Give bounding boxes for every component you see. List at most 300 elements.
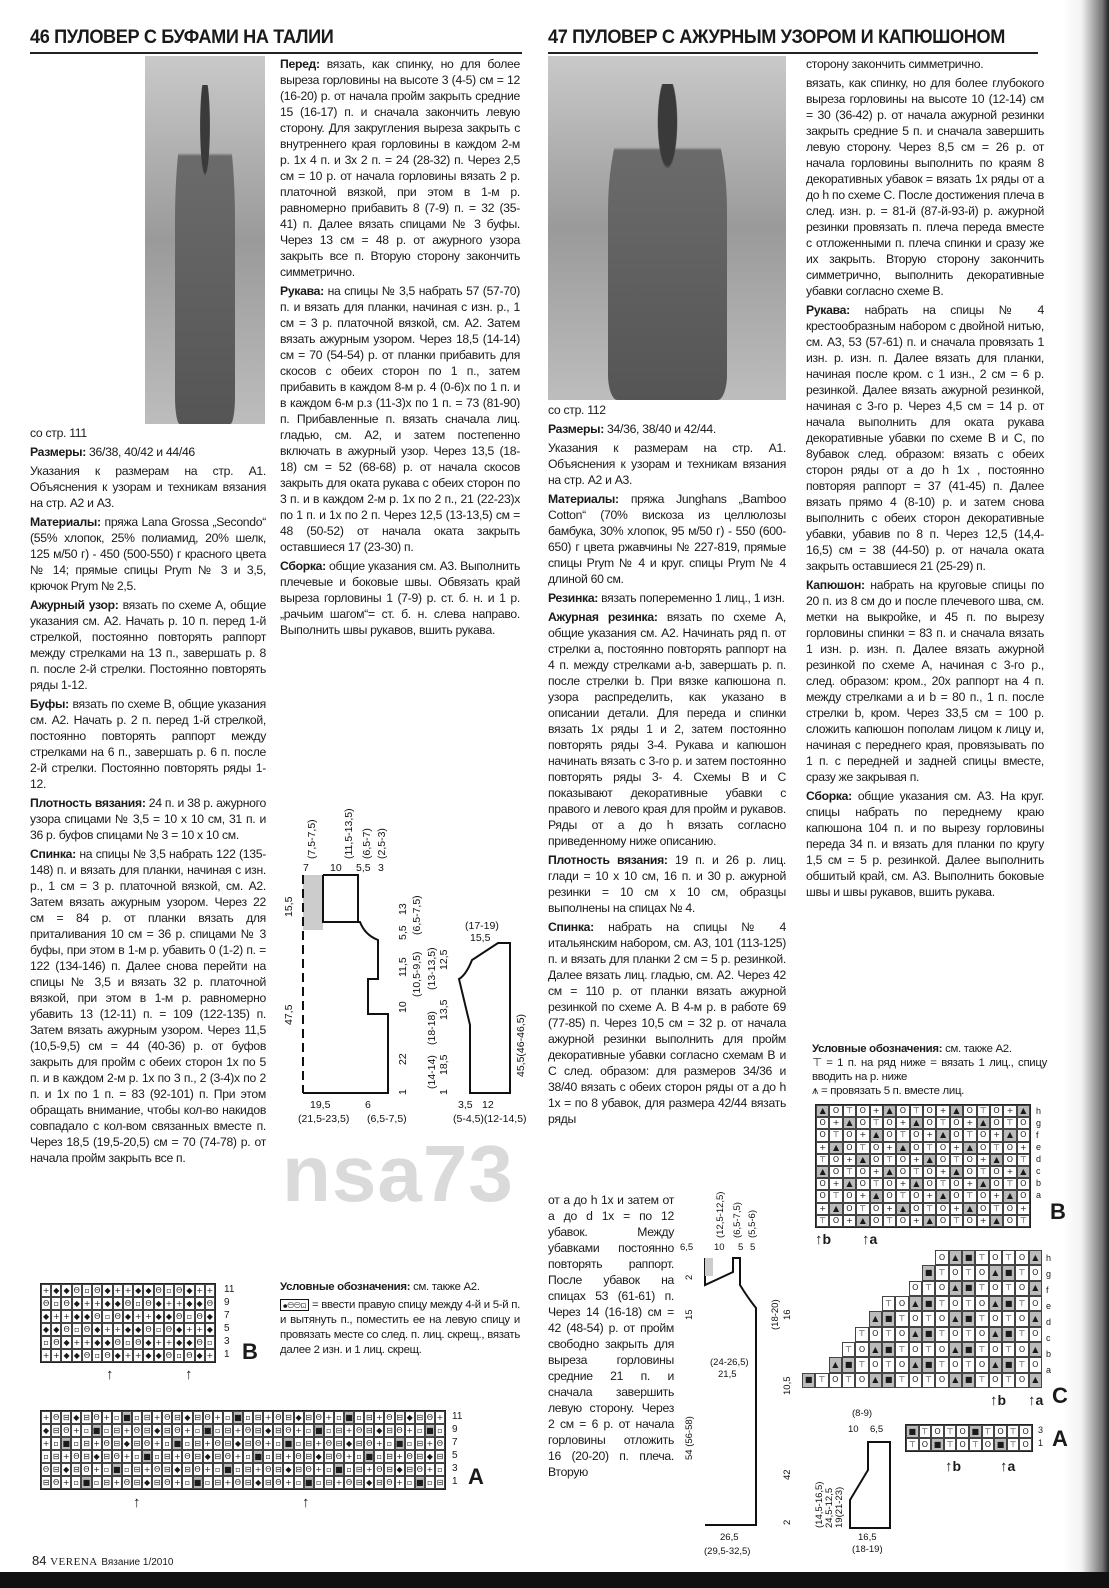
chart-cell: Θ [415, 1463, 425, 1476]
chart-cell: ◆ [182, 1411, 192, 1424]
chart-cell: ⊟ [132, 1463, 142, 1476]
chart-cell: Ο [895, 1357, 908, 1372]
chart-cell: ▲ [870, 1190, 883, 1202]
chart-cell: Ο [956, 1425, 969, 1438]
chart-cell: ■ [81, 1476, 91, 1489]
chart-cell: ⊤ [1015, 1327, 1028, 1342]
chart-cell: Ο [1017, 1178, 1030, 1190]
chart-cell: Ο [989, 1250, 1002, 1265]
row-label: e [1036, 1142, 1042, 1152]
chart-cell: Θ [51, 1476, 61, 1489]
chart-cell: ⊤ [895, 1342, 908, 1357]
page-number: 84 [32, 1553, 47, 1568]
chart-cell: ▲ [816, 1105, 829, 1117]
row-label: e [1046, 1301, 1052, 1311]
measurement-label: 6,5 [870, 1424, 884, 1435]
chart-cell: ⊟ [324, 1476, 334, 1489]
chart-cell: ◆ [72, 1310, 82, 1323]
arrow-b-icon: ↑b [945, 1458, 962, 1475]
chart-cell: ⊟ [415, 1411, 425, 1424]
chart-cell: ■ [882, 1342, 895, 1357]
chart-cell: Ο [975, 1296, 988, 1311]
chart-cell: Ο [1029, 1265, 1042, 1280]
chart-cell: Ο [843, 1142, 856, 1154]
chart-cell: Ο [935, 1281, 948, 1296]
chart-cell: ◆ [51, 1284, 61, 1297]
chart-cell [855, 1250, 868, 1265]
chart-cell: ⊟ [354, 1476, 364, 1489]
chart-cell: ⊟ [334, 1424, 344, 1437]
chart-cell: + [143, 1310, 153, 1323]
chart-cell: ■ [969, 1425, 982, 1438]
row-label: 3 [224, 1336, 230, 1347]
chart-cell: + [164, 1297, 174, 1310]
chart-cell: + [344, 1424, 354, 1437]
chart-cell [815, 1357, 828, 1372]
chart-cell: ■ [112, 1463, 122, 1476]
chart-cell: ▲ [1029, 1373, 1042, 1388]
chart-cell: Ο [829, 1215, 842, 1227]
chart-cell: ▫ [132, 1411, 142, 1424]
chart-c-47 [802, 1250, 1042, 1388]
measurement-label: 26,5 [720, 1532, 739, 1543]
chart-cell: ▲ [1003, 1129, 1016, 1141]
measurement-label: (5,5-6) [747, 1210, 758, 1238]
chart-cell: ▫ [102, 1463, 112, 1476]
chart-cell: + [195, 1284, 205, 1297]
chart-cell: ⊟ [415, 1450, 425, 1463]
chart-cell: ⊤ [975, 1373, 988, 1388]
chart-cell [895, 1281, 908, 1296]
chart-cell: Ο [843, 1129, 856, 1141]
chart-cell: ◆ [143, 1284, 153, 1297]
chart-cell: + [374, 1411, 384, 1424]
row-label: 11 [452, 1411, 463, 1422]
slip-below-symbol-icon: ⊤ [812, 1057, 822, 1069]
measurement-label: 42 [782, 1469, 793, 1480]
chart-cell: ⊤ [843, 1166, 856, 1178]
instruction-paragraph [30, 463, 266, 511]
chart-cell: Ο [910, 1190, 923, 1202]
chart-cell: ⊤ [1002, 1250, 1015, 1265]
chart-cell: Ο [909, 1311, 922, 1326]
chart-cell: ▲ [896, 1142, 909, 1154]
chart-cell: + [314, 1437, 324, 1450]
chart-cell: ⊤ [969, 1438, 982, 1451]
chart-cell: Ο [975, 1357, 988, 1372]
measurement-label: 19(21-23) [834, 1486, 845, 1528]
chart-cell [829, 1311, 842, 1326]
chart-cell: ■ [922, 1296, 935, 1311]
measurement-label: 6 [365, 1099, 371, 1111]
chart-cell: ■ [962, 1250, 975, 1265]
chart-cell: ◆ [113, 1349, 123, 1362]
chart-cell: Ο [1015, 1281, 1028, 1296]
chart-cell: Θ [41, 1463, 51, 1476]
column-2 [280, 56, 520, 641]
measurement-label: (12,5-12,5) [715, 1191, 726, 1238]
chart-cell: ■ [922, 1265, 935, 1280]
row-label: h [1046, 1253, 1052, 1263]
chart-cell: ▲ [1029, 1250, 1042, 1265]
paragraph-text: вязать по схеме A, общие указания см. A2. Начинать ряд п. от стрелки a, постоянно повторять раппорт на 4 п. между стрелками a-b, завершать р. п. после стрелки b. При вязке капюшона п. узора распределить, как указано в описании детали. Для переда и спинки вязать 1х ряды 1 и 2, затем постоянно повторять ряды 3-4. Рукава и капюшон начинать вязать с 3-го р. и затем постоянно повторять ряды 3- 4. Схемы B и C показывают декоративные убавки с правого и левого края для пройм и рукавов. Ряды от a до h вязать согласно приведенному ниже описанию. [548, 610, 786, 848]
measurement-label: (10,5-9,5) [411, 951, 423, 997]
chart-cell [855, 1265, 868, 1280]
chart-cell: + [870, 1166, 883, 1178]
chart-cell: ▫ [334, 1411, 344, 1424]
chart-cell: ⊤ [856, 1142, 869, 1154]
chart-cell: Θ [162, 1411, 172, 1424]
chart-cell: + [263, 1437, 273, 1450]
chart-cell: ▲ [989, 1265, 1002, 1280]
chart-cell: ◆ [41, 1323, 51, 1336]
chart-cell: ▲ [1029, 1281, 1042, 1296]
chart-cell: Θ [263, 1463, 273, 1476]
chart-cell: Ο [931, 1425, 944, 1438]
measurement-label: 22 [397, 1053, 409, 1065]
chart-cell: ■ [253, 1450, 263, 1463]
chart-cell [815, 1281, 828, 1296]
chart-cell: + [205, 1349, 215, 1362]
paragraph-text: пряжа Junghans „Bamboo Cotton“ (70% вискоза из целлюлозы бамбука, 30% хлопок, 95 м/50 г) - 550 (600-650) г цвета ржавчины № 227-819, прямые спицы Prym № 4 и круг. спицы Prym № 4 длиной 60 см. [548, 492, 786, 586]
paragraph-label: Размеры: [30, 445, 86, 459]
chart-cell: + [816, 1203, 829, 1215]
chart-cell: Θ [253, 1437, 263, 1450]
chart-cell: Θ [334, 1450, 344, 1463]
chart-cell: ⊤ [1007, 1425, 1020, 1438]
chart-cell [802, 1311, 815, 1326]
arrow-label: b [952, 1458, 962, 1474]
chart-cell: ▫ [205, 1336, 215, 1349]
paragraph-text: вязать по схеме A, общие указания см. A2. Начать р. 10 п. перед 1-й стрелкой, постоянно повторять раппорт между стрелками на 13 п., завершать р. 8 п. после 2-й стрелки. Постоянно повторять ряды 1-12. [30, 598, 266, 692]
chart-cell: ⊤ [982, 1425, 995, 1438]
legend-47 [812, 1042, 1047, 1098]
chart-cell: Θ [82, 1323, 92, 1336]
measurement-label: (6,5-7,5) [732, 1202, 743, 1238]
instruction-paragraph [280, 558, 520, 638]
chart-cell: Ο [975, 1327, 988, 1342]
instruction-paragraph [280, 283, 520, 555]
chart-cell: Ο [883, 1178, 896, 1190]
chart-cell: ◆ [61, 1349, 71, 1362]
measurement-label: (6,5-7,5) [367, 1113, 407, 1125]
chart-a-47 [815, 1104, 1031, 1228]
chart-cell: + [344, 1450, 354, 1463]
sleeve-schematic-47 [810, 1400, 904, 1555]
footer [32, 1553, 173, 1568]
measurement-label: 3,5 [458, 1099, 473, 1111]
instruction-paragraph [806, 577, 1044, 785]
chart-cell: + [102, 1323, 112, 1336]
measurement-label: 10,5 [782, 1376, 793, 1395]
row-label: 9 [452, 1424, 458, 1435]
paragraph-label: Ажурный узор: [30, 598, 119, 612]
chart-cell: ■ [425, 1424, 435, 1437]
chart-cell: ⊤ [922, 1281, 935, 1296]
paragraph-label: Плотность вязания: [548, 853, 668, 867]
chart-cell: + [923, 1129, 936, 1141]
chart-cell: ◆ [195, 1349, 205, 1362]
paragraph-text: Указания к размерам на стр. A1. Объяснения к узорам и техникам вязания на стр. A2 и A3. [548, 441, 786, 487]
legend-item-text: = 1 п. на ряд ниже = вязать 1 лиц., спицу вводить на р. ниже [812, 1057, 1047, 1083]
instruction-paragraph [548, 491, 786, 587]
chart-cell: ▫ [273, 1437, 283, 1450]
chart-cell: ◆ [203, 1450, 213, 1463]
chart-cell: ▲ [950, 1105, 963, 1117]
chart-cell: ⊤ [895, 1311, 908, 1326]
chart-cell: + [182, 1424, 192, 1437]
chart-cell: ⊤ [910, 1166, 923, 1178]
chart-cell [882, 1265, 895, 1280]
chart-cell: Θ [205, 1297, 215, 1310]
chart-cell: ⊤ [895, 1373, 908, 1388]
chart-cell: ▫ [243, 1450, 253, 1463]
legend-symbol-text: = ввести правую спицу между 4-й и 5-й п. и вытянуть п., поместить ее на левую спицу и провязать месте со след. п. лиц. скрещ., вязать далее 2 изн. и 1 лиц. скрещ. [280, 1299, 520, 1356]
chart-cell: + [910, 1154, 923, 1166]
paragraph-text: набрать на спицы № 4 крестообразным набором с двойной нитью, см. A3, 53 (57-61) п. и сначала провязать 1 изн. р. изн. п. Далее вязать для планки, начиная после кром. с 1 изн., 2 см = 6 р. резинкой. Далее вязать ажурной резинкой, начиная с 3-го р. Через 4,5 см = 14 р. от начала выполнить для оката рукава декоративные убавки по схеме B и C, по 8убавок след. образом: вязать с обеих сторон ряды от a до h 1х , постоянно повторяя раппорт = 37 (41-45) п. Далее вязать прямо 4 (8-10) р. и затем снова выполнить с обеих сторон декоративные убавки, убавив по 8 п. Через 12,5 (14,4-16,5) см = 38 (44-50) р. от начала оката закрыть оставшиеся 21 (25-29) п. [806, 303, 1044, 573]
chart-cell: Ο [923, 1166, 936, 1178]
chart-cell: ■ [882, 1311, 895, 1326]
chart-cell: ⊤ [936, 1178, 949, 1190]
chart-cell: ▲ [977, 1117, 990, 1129]
chart-cell: ▫ [213, 1424, 223, 1437]
paragraph-label: Спинка: [30, 847, 76, 861]
chart-cell: ⊟ [263, 1476, 273, 1489]
chart-cell: + [910, 1215, 923, 1227]
chart-cell: ▲ [1017, 1166, 1030, 1178]
chart-cell: + [172, 1476, 182, 1489]
chart-cell: ⊟ [162, 1450, 172, 1463]
chart-cell: + [122, 1424, 132, 1437]
chart-cell: ⊤ [950, 1154, 963, 1166]
chart-cell: Θ [314, 1411, 324, 1424]
chart-cell: Ο [936, 1215, 949, 1227]
chart-cell: Ο [1015, 1373, 1028, 1388]
chart-cell: ■ [304, 1476, 314, 1489]
measurement-label: (7,5-7,5) [306, 819, 318, 859]
chart-cell: ⊟ [384, 1450, 394, 1463]
chart-cell: Ο [990, 1117, 1003, 1129]
paragraph-text: вязать попеременно 1 лиц., 1 изн. [598, 591, 785, 605]
chart-cell: Ο [870, 1154, 883, 1166]
chart-cell: ⊟ [132, 1476, 142, 1489]
chart-cell: Θ [133, 1336, 143, 1349]
chart-cell [842, 1281, 855, 1296]
chart-cell: ⊤ [975, 1311, 988, 1326]
chart-cell: Θ [395, 1424, 405, 1437]
chart-cell: + [203, 1463, 213, 1476]
chart-cell: ▲ [856, 1154, 869, 1166]
column-3-continued [548, 1192, 674, 1483]
chart-cell: Ο [1015, 1342, 1028, 1357]
schematic-47 [678, 1180, 804, 1560]
chart-cell: Ο [975, 1265, 988, 1280]
chart-cell: Θ [384, 1476, 394, 1489]
chart-cell: ⊤ [922, 1342, 935, 1357]
chart-cell: Ο [963, 1215, 976, 1227]
chart-cell: Θ [195, 1310, 205, 1323]
chart-cell: Ο [989, 1281, 1002, 1296]
paragraph-label: Плотность вязания: [30, 796, 146, 810]
chart-cell: Θ [233, 1476, 243, 1489]
chart-cell: Ο [977, 1203, 990, 1215]
legend-title-rest: см. также A2. [410, 1281, 480, 1293]
measurement-label: 2 [782, 1519, 793, 1525]
chart-cell: ◆ [61, 1336, 71, 1349]
chart-cell: Θ [184, 1349, 194, 1362]
chart-cell: ⊟ [213, 1450, 223, 1463]
chart-cell: ▫ [304, 1424, 314, 1437]
chart-cell: + [154, 1336, 164, 1349]
chart-cell: + [92, 1437, 102, 1450]
chart-cell: + [133, 1310, 143, 1323]
chart-row-letters [1046, 1250, 1051, 1378]
chart-cell: + [829, 1117, 842, 1129]
chart-cell: ■ [203, 1424, 213, 1437]
chart-cell: + [223, 1476, 233, 1489]
chart-cell: ⊤ [1003, 1178, 1016, 1190]
chart-cell: ⊟ [304, 1437, 314, 1450]
chart-cell: ▫ [384, 1437, 394, 1450]
chart-cell: Ο [977, 1129, 990, 1141]
chart-cell: ◆ [41, 1424, 51, 1437]
paragraph-text: вязать, как спинку, но для более глубокого выреза горловины на высоте 10 (12-14) см = 30 (36-42) р. от начала ажурной резинки закрыть средние 5 п. и сначала завершить левую сторону. Через 8,5 см = 26 р. от начала горловины выполнить по краям 8 декоративных убавок = вязать 1х ряды от a до h по схеме C. После достижения плеча в след. изн. р. = 81-й (87-й-93-й) р. ажурной резинки провязать п. плеча переда вместе с отложенными п. плеча спинки и сразу же их закрыть. Вторую сторону закончить симметрично, выполнить декоративные убавки согласно схеме B. [806, 76, 1044, 298]
paragraph-text: сторону закончить симметрично. [806, 57, 984, 71]
chart-cell: ▲ [909, 1327, 922, 1342]
chart-cell: ⊤ [1003, 1117, 1016, 1129]
chart-cell: Θ [425, 1411, 435, 1424]
chart-cell: ⊟ [243, 1463, 253, 1476]
measurement-label: 5,5 [397, 925, 409, 940]
chart-cell: ⊤ [856, 1203, 869, 1215]
chart-cell: ⊤ [950, 1215, 963, 1227]
chart-cell: ▫ [233, 1463, 243, 1476]
chart-cell: + [936, 1105, 949, 1117]
chart-cell: Ο [1017, 1129, 1030, 1141]
chart-cell: Ο [909, 1373, 922, 1388]
page-binding-edge [1063, 0, 1109, 1588]
chart-cell: ■ [1002, 1265, 1015, 1280]
instruction-paragraph [30, 597, 266, 693]
chart-cell: ⊤ [883, 1215, 896, 1227]
chart-cell: ⊤ [963, 1190, 976, 1202]
chart-cell [882, 1250, 895, 1265]
chart-cell: ▫ [81, 1424, 91, 1437]
chart-row-numbers [1038, 1424, 1043, 1450]
measurement-label: 1 [438, 1089, 450, 1095]
chart-cell: ⊤ [842, 1373, 855, 1388]
measurement-label: 15 [684, 1309, 695, 1320]
paragraph-label: Сборка: [280, 559, 326, 573]
chart-cell: ⊟ [51, 1424, 61, 1437]
chart-cell: ⊟ [112, 1437, 122, 1450]
chart-a-label: A [468, 1464, 484, 1489]
measurement-label: (17-19) [465, 920, 499, 932]
chart-cell: Ο [989, 1373, 1002, 1388]
chart-cell: Ο [909, 1281, 922, 1296]
chart-cell: ◆ [71, 1411, 81, 1424]
chart-cell: + [71, 1424, 81, 1437]
chart-cell: + [253, 1463, 263, 1476]
scan-edge [0, 1572, 1109, 1588]
chart-cell: + [374, 1437, 384, 1450]
chart-cell: Θ [162, 1476, 172, 1489]
instruction-paragraph [548, 919, 786, 1127]
instruction-paragraph [806, 788, 1044, 900]
chart-cell: Ο [936, 1154, 949, 1166]
chart-cell [802, 1327, 815, 1342]
chart-cell: ◆ [123, 1323, 133, 1336]
chart-cell: ⊟ [364, 1411, 374, 1424]
chart-cell: Ο [829, 1105, 842, 1117]
chart-cell: ▫ [294, 1476, 304, 1489]
chart-cell: ▲ [949, 1311, 962, 1326]
chart-cell: Ο [1019, 1438, 1032, 1451]
measurement-label: 12,5 [438, 949, 450, 970]
chart-cell: ◆ [425, 1450, 435, 1463]
chart-cell: Ο [869, 1327, 882, 1342]
chart-cell: Ο [910, 1142, 923, 1154]
chart-cell: ▫ [435, 1424, 445, 1437]
chart-cell: ⊟ [374, 1476, 384, 1489]
chart-cell: ▫ [92, 1349, 102, 1362]
chart-cell: + [843, 1215, 856, 1227]
chart-cell [842, 1311, 855, 1326]
chart-cell: ⊤ [896, 1190, 909, 1202]
chart-cell: + [41, 1284, 51, 1297]
chart-cell: Θ [92, 1411, 102, 1424]
paragraph-text: Указания к размерам на стр. A1. Объяснения к узорам и техникам вязания на стр. A2 и A3. [30, 464, 266, 510]
chart-cell: ▫ [132, 1450, 142, 1463]
chart-cell: + [870, 1105, 883, 1117]
chart-cell: ▫ [82, 1284, 92, 1297]
model-photo-46 [145, 56, 265, 424]
instruction-paragraph [548, 440, 786, 488]
chart-cell: ⊟ [435, 1476, 445, 1489]
chart-cell: ⊟ [51, 1450, 61, 1463]
chart-cell: ⊟ [273, 1450, 283, 1463]
chart-cell: ⊤ [922, 1311, 935, 1326]
chart-cell: ◆ [51, 1323, 61, 1336]
chart-cell: + [963, 1117, 976, 1129]
back-instructions-continued: от a до h 1х и затем от a до d 1х = по 12 убавок. Между убавками постоянно повторять раппорт. После убавок на спицах 53 (61-61) п. Через 14 (16-18) см = 42 (48-54) р. от пройм свободно закрыть для выреза горловины средние 21 п. и сначала завершить левую сторону. Через 2 см = 6 р. от начала горловины отложить 16 (20-20) п. плеча. Вторую [548, 1193, 674, 1479]
chart-cell: ■ [1002, 1327, 1015, 1342]
measurement-label: 47,5 [283, 1004, 295, 1025]
chart-cell: ▫ [51, 1297, 61, 1310]
chart-cell: ⊟ [243, 1437, 253, 1450]
chart-cell: + [425, 1463, 435, 1476]
chart-cell: Ο [856, 1166, 869, 1178]
chart-cell: Ο [909, 1342, 922, 1357]
chart-cell [922, 1250, 935, 1265]
chart-cell: ⊟ [71, 1463, 81, 1476]
chart-cell: Θ [164, 1323, 174, 1336]
chart-cell: ▲ [883, 1166, 896, 1178]
chart-cell: Θ [61, 1323, 71, 1336]
chart-cell: + [213, 1411, 223, 1424]
chart-cell: ◆ [364, 1476, 374, 1489]
repeat-arrow-icon: ↑ [133, 1494, 141, 1511]
chart-cell: ▫ [354, 1450, 364, 1463]
paragraph-text: 34/36, 38/40 и 42/44. [603, 422, 716, 436]
chart-cell: ⊤ [923, 1203, 936, 1215]
chart-cell: Ο [1017, 1117, 1030, 1129]
chart-cell: + [113, 1284, 123, 1297]
chart-cell [815, 1327, 828, 1342]
chart-cell: ◆ [174, 1336, 184, 1349]
chart-cell: + [203, 1437, 213, 1450]
chart-cell: + [923, 1190, 936, 1202]
